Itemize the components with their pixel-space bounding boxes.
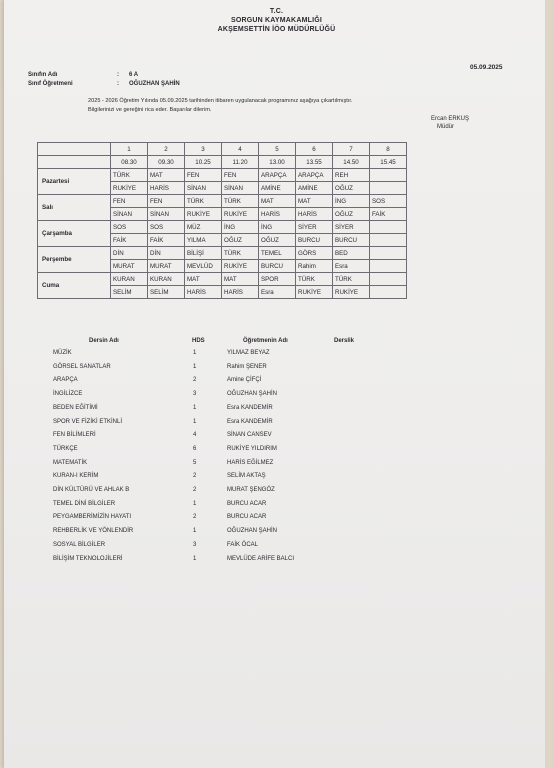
- lesson-subject: SİYER: [333, 221, 370, 234]
- period-time: 13.55: [296, 156, 333, 169]
- lesson-subject: KURAN: [111, 273, 148, 286]
- schedule-row-subjects: [38, 221, 407, 234]
- period-number: 8: [370, 143, 407, 156]
- lesson-teacher: SİNAN: [222, 182, 259, 195]
- notice-line-1: 2025 - 2026 Öğretim Yılında 05.09.2025 tarihinden itibaren uygulanacak programınız aşağıya çıkartılmıştır.: [88, 98, 353, 104]
- lesson-teacher: RUKİYE: [222, 260, 259, 273]
- subject-name: BİLİŞİM TEKNOLOJİLERİ: [53, 555, 123, 562]
- period-number: 2: [148, 143, 185, 156]
- lesson-subject: İNG: [222, 221, 259, 234]
- subject-hours: 2: [193, 514, 197, 521]
- lesson-teacher: [370, 286, 407, 299]
- header-tc: T.C.: [269, 8, 284, 15]
- schedule-body: [38, 169, 407, 299]
- header-governorship: SORGUN KAYMAKAMLIĞI: [230, 17, 323, 24]
- period-time: 11.20: [222, 156, 259, 169]
- lesson-teacher: HARİS: [222, 286, 259, 299]
- col-header-hours: HDS: [192, 338, 205, 344]
- lesson-teacher: SELİM: [111, 286, 148, 299]
- class-name-value: 6 A: [129, 72, 139, 78]
- lesson-subject: ARAPÇA: [259, 169, 296, 182]
- period-time: 09.30: [148, 156, 185, 169]
- lesson-subject: BED: [333, 247, 370, 260]
- period-number: 4: [222, 143, 259, 156]
- subject-name: REHBERLİK VE YÖNLENDİR: [53, 528, 134, 535]
- period-number: 5: [259, 143, 296, 156]
- subject-teacher: MEVLÜDE ARİFE BALCI: [227, 555, 295, 562]
- subject-teacher: BURCU ACAR: [227, 500, 267, 507]
- lesson-subject: TEMEL: [259, 247, 296, 260]
- subject-name: MÜZİK: [53, 350, 72, 356]
- lesson-subject: MÜZ: [185, 221, 222, 234]
- lesson-subject: İNG: [333, 195, 370, 208]
- subject-name: MATEMATİK: [53, 459, 88, 466]
- lesson-subject: DİN: [111, 247, 148, 260]
- subject-name: SPOR VE FİZİKİ ETKİNLİ: [53, 418, 123, 425]
- lesson-subject: DİN: [148, 247, 185, 260]
- lesson-teacher: BURCU: [333, 234, 370, 247]
- lesson-subject: SOS: [111, 221, 148, 234]
- lesson-teacher: MURAT: [148, 260, 185, 273]
- subject-teacher: OĞUZHAN ŞAHİN: [227, 528, 278, 535]
- subject-name: TEMEL DİNİ BİLGİLER: [53, 500, 116, 507]
- lesson-subject: BİLİŞİ: [185, 247, 222, 260]
- lesson-teacher: BURCU: [259, 260, 296, 273]
- lesson-teacher: OĞUZ: [333, 208, 370, 221]
- lesson-teacher: RUKİYE: [185, 208, 222, 221]
- weekly-schedule-table: [37, 142, 407, 299]
- period-number: 3: [185, 143, 222, 156]
- lesson-teacher: [370, 260, 407, 273]
- subject-teacher: Amine ÇİFÇİ: [227, 377, 262, 384]
- schedule-row-subjects: [38, 195, 407, 208]
- subject-hours: 3: [193, 541, 197, 548]
- subject-hours: 4: [193, 432, 197, 439]
- lesson-subject: [370, 247, 407, 260]
- lesson-subject: MAT: [185, 273, 222, 286]
- lesson-teacher: HARİS: [185, 286, 222, 299]
- subject-teacher: HARİS EĞİLMEZ: [227, 459, 274, 466]
- lesson-teacher: BURCU: [296, 234, 333, 247]
- subject-hours: 1: [193, 500, 197, 507]
- lesson-teacher: AMİNE: [296, 182, 333, 195]
- subject-hours: 1: [193, 404, 197, 411]
- period-number: 1: [111, 143, 148, 156]
- subject-teacher: RUKİYE YILDIRIM: [227, 445, 277, 452]
- lesson-teacher: RUKİYE: [296, 286, 333, 299]
- lesson-subject: REH: [333, 169, 370, 182]
- lesson-teacher: SİNAN: [111, 208, 148, 221]
- lesson-subject: [370, 221, 407, 234]
- class-teacher-label: Sınıf Öğretmeni: [28, 81, 73, 87]
- lesson-subject: MAT: [148, 169, 185, 182]
- lesson-teacher: OĞUZ: [333, 182, 370, 195]
- subject-teacher: OĞUZHAN ŞAHİN: [227, 391, 278, 398]
- lesson-subject: TÜRK: [185, 195, 222, 208]
- period-time: 14.50: [333, 156, 370, 169]
- class-name-label: Sınıfın Adı: [28, 72, 58, 78]
- period-number: 6: [296, 143, 333, 156]
- lesson-teacher: SİNAN: [148, 208, 185, 221]
- lesson-subject: SPOR: [259, 273, 296, 286]
- subject-hours: 1: [193, 363, 197, 370]
- lesson-subject: TÜRK: [111, 169, 148, 182]
- lesson-subject: MAT: [259, 195, 296, 208]
- subject-hours: 5: [193, 459, 197, 466]
- lesson-subject: FEN: [222, 169, 259, 182]
- day-name: Pazartesi: [38, 169, 111, 195]
- subject-hours: 2: [193, 377, 197, 384]
- lesson-subject: [370, 273, 407, 286]
- period-time: 13.00: [259, 156, 296, 169]
- lesson-subject: TÜRK: [333, 273, 370, 286]
- lesson-teacher: HARİS: [148, 182, 185, 195]
- subject-name: FEN BİLİMLERİ: [53, 432, 96, 439]
- class-name-sep: :: [117, 72, 119, 78]
- col-header-teacher: Öğretmenin Adı: [243, 338, 288, 344]
- lesson-teacher: RUKİYE: [111, 182, 148, 195]
- lesson-subject: İNG: [259, 221, 296, 234]
- period-time: 15.45: [370, 156, 407, 169]
- subject-name: SOSYAL BİLGİLER: [53, 541, 106, 548]
- lesson-teacher: YILMA: [185, 234, 222, 247]
- lesson-subject: TÜRK: [296, 273, 333, 286]
- lesson-teacher: MEVLÜD: [185, 260, 222, 273]
- lesson-teacher: OĞUZ: [222, 234, 259, 247]
- lesson-teacher: Esra: [259, 286, 296, 299]
- lesson-teacher: FAİK: [111, 234, 148, 247]
- lesson-subject: [370, 169, 407, 182]
- class-teacher-sep: :: [117, 81, 119, 87]
- period-time: 10.25: [185, 156, 222, 169]
- lesson-subject: ARAPÇA: [296, 169, 333, 182]
- lesson-teacher: SELİM: [148, 286, 185, 299]
- subject-teacher: Esra KANDEMİR: [227, 418, 273, 425]
- day-name: Salı: [38, 195, 111, 221]
- schedule-row-subjects: [38, 247, 407, 260]
- lesson-teacher: AMİNE: [259, 182, 296, 195]
- subject-name: KURAN-I KERİM: [53, 473, 99, 480]
- subject-name: TÜRKÇE: [53, 445, 78, 452]
- signature-name: Ercan ERKUŞ: [431, 116, 470, 122]
- subject-teacher: Esra KANDEMİR: [227, 404, 273, 411]
- lesson-teacher: Rahim: [296, 260, 333, 273]
- lesson-teacher: OĞUZ: [259, 234, 296, 247]
- lesson-subject: TÜRK: [222, 195, 259, 208]
- lesson-subject: FEN: [148, 195, 185, 208]
- subject-name: BEDEN EĞİTİMİ: [53, 404, 98, 411]
- schedule-row-subjects: [38, 169, 407, 182]
- lesson-teacher: RUKİYE: [222, 208, 259, 221]
- subject-hours: 2: [193, 487, 197, 493]
- day-name: Çarşamba: [38, 221, 111, 247]
- lesson-teacher: FAİK: [370, 208, 407, 221]
- document-page: [4, 0, 545, 768]
- subject-teacher: FAİK ÖCAL: [227, 541, 259, 548]
- subject-hours: 1: [193, 418, 197, 425]
- schedule-corner-cell: [38, 156, 111, 169]
- subject-teacher: SELİM AKTAŞ: [227, 473, 266, 480]
- period-time: 08.30: [111, 156, 148, 169]
- subject-teacher: MURAT ŞENGÖZ: [227, 487, 275, 493]
- day-name: Perşembe: [38, 247, 111, 273]
- subject-hours: 2: [193, 473, 197, 480]
- lesson-subject: SOS: [148, 221, 185, 234]
- lesson-teacher: HARİS: [259, 208, 296, 221]
- lesson-teacher: Esra: [333, 260, 370, 273]
- schedule-period-row: [38, 143, 407, 156]
- lesson-teacher: RUKİYE: [333, 286, 370, 299]
- lesson-subject: SOS: [370, 195, 407, 208]
- subject-name: ARAPÇA: [53, 377, 78, 384]
- schedule-row-subjects: [38, 273, 407, 286]
- lesson-teacher: [370, 182, 407, 195]
- lesson-teacher: SİNAN: [185, 182, 222, 195]
- subject-teacher: Rahim ŞENER: [227, 363, 267, 370]
- document-date: 05.09.2025: [470, 64, 503, 71]
- subject-name: DİN KÜLTÜRÜ VE AHLAK B: [53, 487, 130, 493]
- notice-line-2: Bilgilerinizi ve gereğini rica eder. Başarılar dilerim.: [88, 107, 212, 113]
- schedule-time-row: [38, 156, 407, 169]
- col-header-subject: Dersin Adı: [89, 338, 119, 344]
- signature-title: Müdür: [437, 124, 455, 130]
- lesson-subject: MAT: [222, 273, 259, 286]
- lesson-subject: GÖRS: [296, 247, 333, 260]
- lesson-subject: MAT: [296, 195, 333, 208]
- day-name: Cuma: [38, 273, 111, 299]
- lesson-subject: TÜRK: [222, 247, 259, 260]
- class-teacher-value: OĞUZHAN ŞAHİN: [129, 81, 180, 87]
- lesson-subject: KURAN: [148, 273, 185, 286]
- period-number: 7: [333, 143, 370, 156]
- subject-name: PEYGAMBERİMİZİN HAYATI: [53, 514, 132, 521]
- subject-name: İNGİLİZCE: [53, 391, 83, 398]
- subject-name: GÖRSEL SANATLAR: [53, 363, 111, 370]
- subject-hours: 3: [193, 391, 197, 398]
- schedule-corner-cell: [38, 143, 111, 156]
- lesson-teacher: FAİK: [148, 234, 185, 247]
- lesson-teacher: MURAT: [111, 260, 148, 273]
- col-header-room: Derslik: [334, 338, 355, 344]
- subject-teacher: YILMAZ BEYAZ: [227, 350, 270, 356]
- subject-teacher: BURCU ACAR: [227, 514, 267, 521]
- lesson-subject: SİYER: [296, 221, 333, 234]
- subject-hours: 1: [193, 528, 197, 535]
- subject-hours: 6: [193, 445, 197, 452]
- lesson-teacher: [370, 234, 407, 247]
- header-school: AKŞEMSETTİN İÖO MÜDÜRLÜĞÜ: [217, 26, 336, 33]
- subject-teacher: SİNAN CANSEV: [227, 432, 272, 439]
- lesson-subject: FEN: [111, 195, 148, 208]
- subject-hours: 1: [193, 350, 197, 356]
- subject-hours: 1: [193, 555, 197, 562]
- lesson-subject: FEN: [185, 169, 222, 182]
- lesson-teacher: HARİS: [296, 208, 333, 221]
